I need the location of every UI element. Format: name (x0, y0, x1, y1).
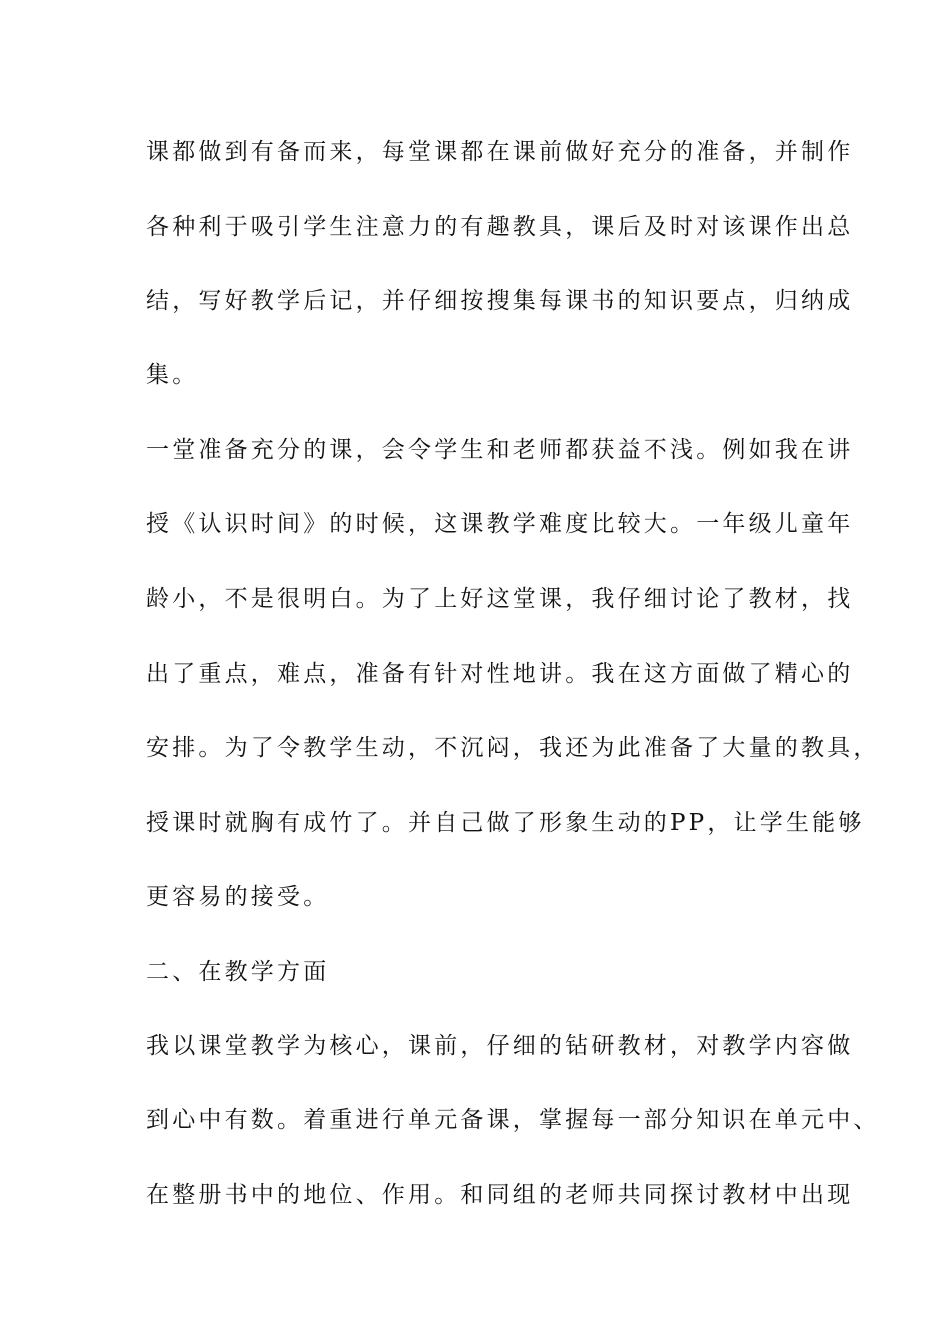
section-heading: 二、在教学方面 (146, 959, 330, 985)
text-line: 授课时就胸有成竹了。并自己做了形象生动的PP，让学生能够 (146, 810, 865, 836)
text-line: 结，写好教学后记，并仔细按搜集每课书的知识要点，归纳成 (146, 288, 854, 314)
text-line: 到心中有数。着重进行单元备课，掌握每一部分知识在单元中、 (146, 1107, 880, 1133)
text-line: 集。 (146, 362, 199, 388)
text-line: 在整册书中的地位、作用。和同组的老师共同探讨教材中出现 (146, 1182, 854, 1208)
text-line: 课都做到有备而来，每堂课都在课前做好充分的准备，并制作 (146, 139, 854, 165)
text-line: 更容易的接受。 (146, 884, 330, 910)
text-line: 授《认识时间》的时候，这课教学难度比较大。一年级儿童年 (146, 511, 854, 537)
text-line: 出了重点，难点，准备有针对性地讲。我在这方面做了精心的 (146, 661, 854, 687)
text-line: 一堂准备充分的课，会令学生和老师都获益不浅。例如我在讲 (146, 437, 854, 463)
text-line: 我以课堂教学为核心，课前，仔细的钻研教材，对教学内容做 (146, 1033, 854, 1059)
text-line: 安排。为了令教学生动，不沉闷，我还为此准备了大量的教具， (146, 735, 880, 761)
text-line: 龄小，不是很明白。为了上好这堂课，我仔细讨论了教材，找 (146, 586, 854, 612)
text-line: 各种利于吸引学生注意力的有趣教具，课后及时对该课作出总 (146, 214, 854, 240)
